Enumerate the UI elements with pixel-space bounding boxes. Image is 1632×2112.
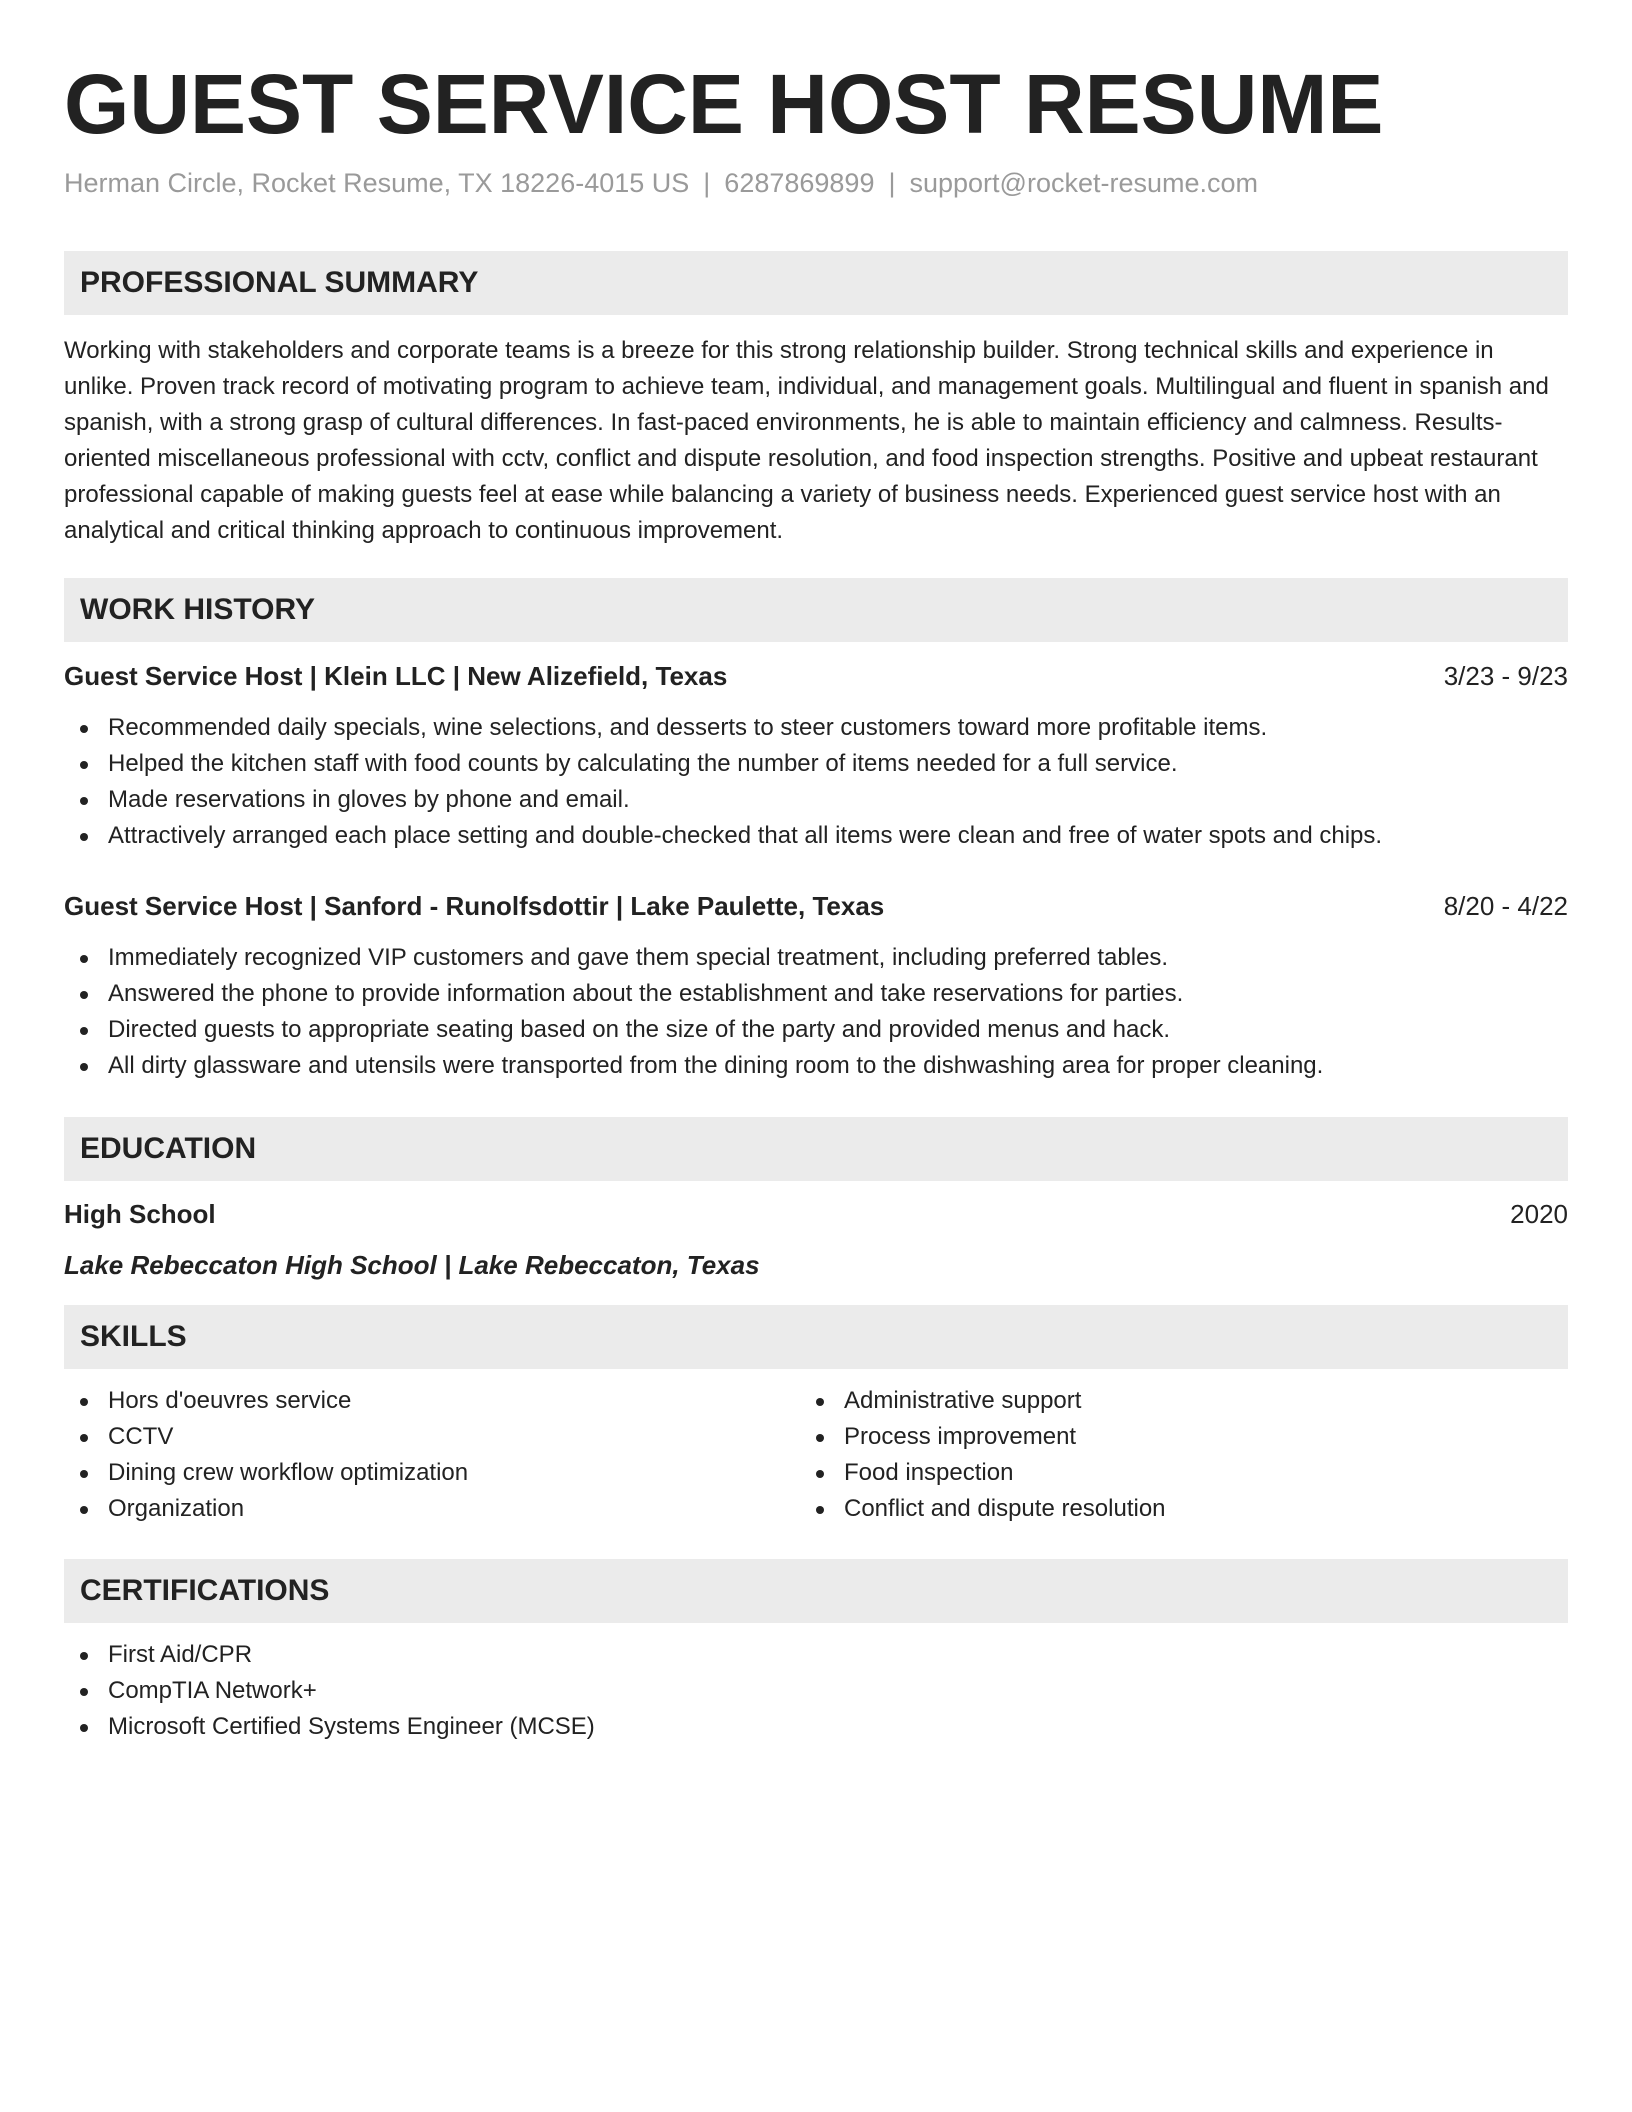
list-item: Recommended daily specials, wine selections, and desserts to steer customers toward more profitable items. [64,710,1568,746]
section-header-education: EDUCATION [64,1117,1568,1181]
job-title: Guest Service Host | Klein LLC | New Alizefield, Texas [64,661,728,691]
list-item: Attractively arranged each place setting and double-checked that all items were clean and free of water spots and chips. [64,818,1568,854]
contact-phone: 6287869899 [724,168,875,198]
list-item: CCTV [64,1419,804,1455]
list-item: Directed guests to appropriate seating based on the size of the party and provided menus and hack. [64,1012,1568,1048]
list-item: Hors d'oeuvres service [64,1383,804,1419]
skills-list-right [800,1383,1540,1527]
list-item: Food inspection [800,1455,1540,1491]
skills-list-left [64,1383,804,1527]
job-bullet-list [64,940,1568,1084]
summary-text: Working with stakeholders and corporate teams is a breeze for this strong relationship builder. Strong technical skills and experience in unlike. Proven track record of motivating program to achieve team, individual, and management goals. Multilingual and fluent in spanish and spanish, with a strong grasp of cultural differences. In fast-paced environments, he is able to maintain efficiency and calmness. Results-oriented miscellaneous professional with cctv, conflict and dispute resolution, and food inspection strengths. Positive and upbeat restaurant professional capable of making guests feel at ease while balancing a variety of business needs. Experienced guest service host with an analytical and critical thinking approach to continuous improvement. [64,337,1549,544]
list-item: Helped the kitchen staff with food counts by calculating the number of items needed for a full service. [64,746,1568,782]
certifications-list [64,1637,1568,1745]
list-item: Answered the phone to provide information about the establishment and take reservations for parties. [64,976,1568,1012]
list-item: All dirty glassware and utensils were transported from the dining room to the dishwashing area for proper cleaning. [64,1048,1568,1084]
education-year: 2020 [1510,1199,1568,1229]
job-dates: 8/20 - 4/22 [1443,891,1568,921]
contact-line [64,166,1258,200]
section-header-skills: SKILLS [64,1305,1568,1369]
list-item: Process improvement [800,1419,1540,1455]
section-header-summary: PROFESSIONAL SUMMARY [64,251,1568,315]
education-school: Lake Rebeccaton High School | Lake Rebeccaton, Texas [64,1250,760,1280]
job-dates: 3/23 - 9/23 [1443,661,1568,691]
section-header-work-history: WORK HISTORY [64,578,1568,642]
education-header [64,1197,1568,1231]
list-item: Administrative support [800,1383,1540,1419]
job-header [64,659,1568,693]
list-item: CompTIA Network+ [64,1673,1568,1709]
list-item: Made reservations in gloves by phone and email. [64,782,1568,818]
list-item: Conflict and dispute resolution [800,1491,1540,1527]
job-bullet-list [64,710,1568,854]
contact-separator: | [703,168,711,198]
contact-address: Herman Circle, Rocket Resume, TX 18226-4015 US [64,168,690,198]
education-degree: High School [64,1199,216,1229]
job-title: Guest Service Host | Sanford - Runolfsdottir | Lake Paulette, Texas [64,891,885,921]
job-header [64,889,1568,923]
contact-separator: | [888,168,896,198]
section-header-certifications: CERTIFICATIONS [64,1559,1568,1623]
list-item: Organization [64,1491,804,1527]
list-item: Microsoft Certified Systems Engineer (MCSE) [64,1709,1568,1745]
list-item: First Aid/CPR [64,1637,1568,1673]
resume-title: GUEST SERVICE HOST RESUME [64,57,1384,151]
list-item: Immediately recognized VIP customers and gave them special treatment, including preferred tables. [64,940,1568,976]
list-item: Dining crew workflow optimization [64,1455,804,1491]
contact-email: support@rocket-resume.com [909,168,1259,198]
